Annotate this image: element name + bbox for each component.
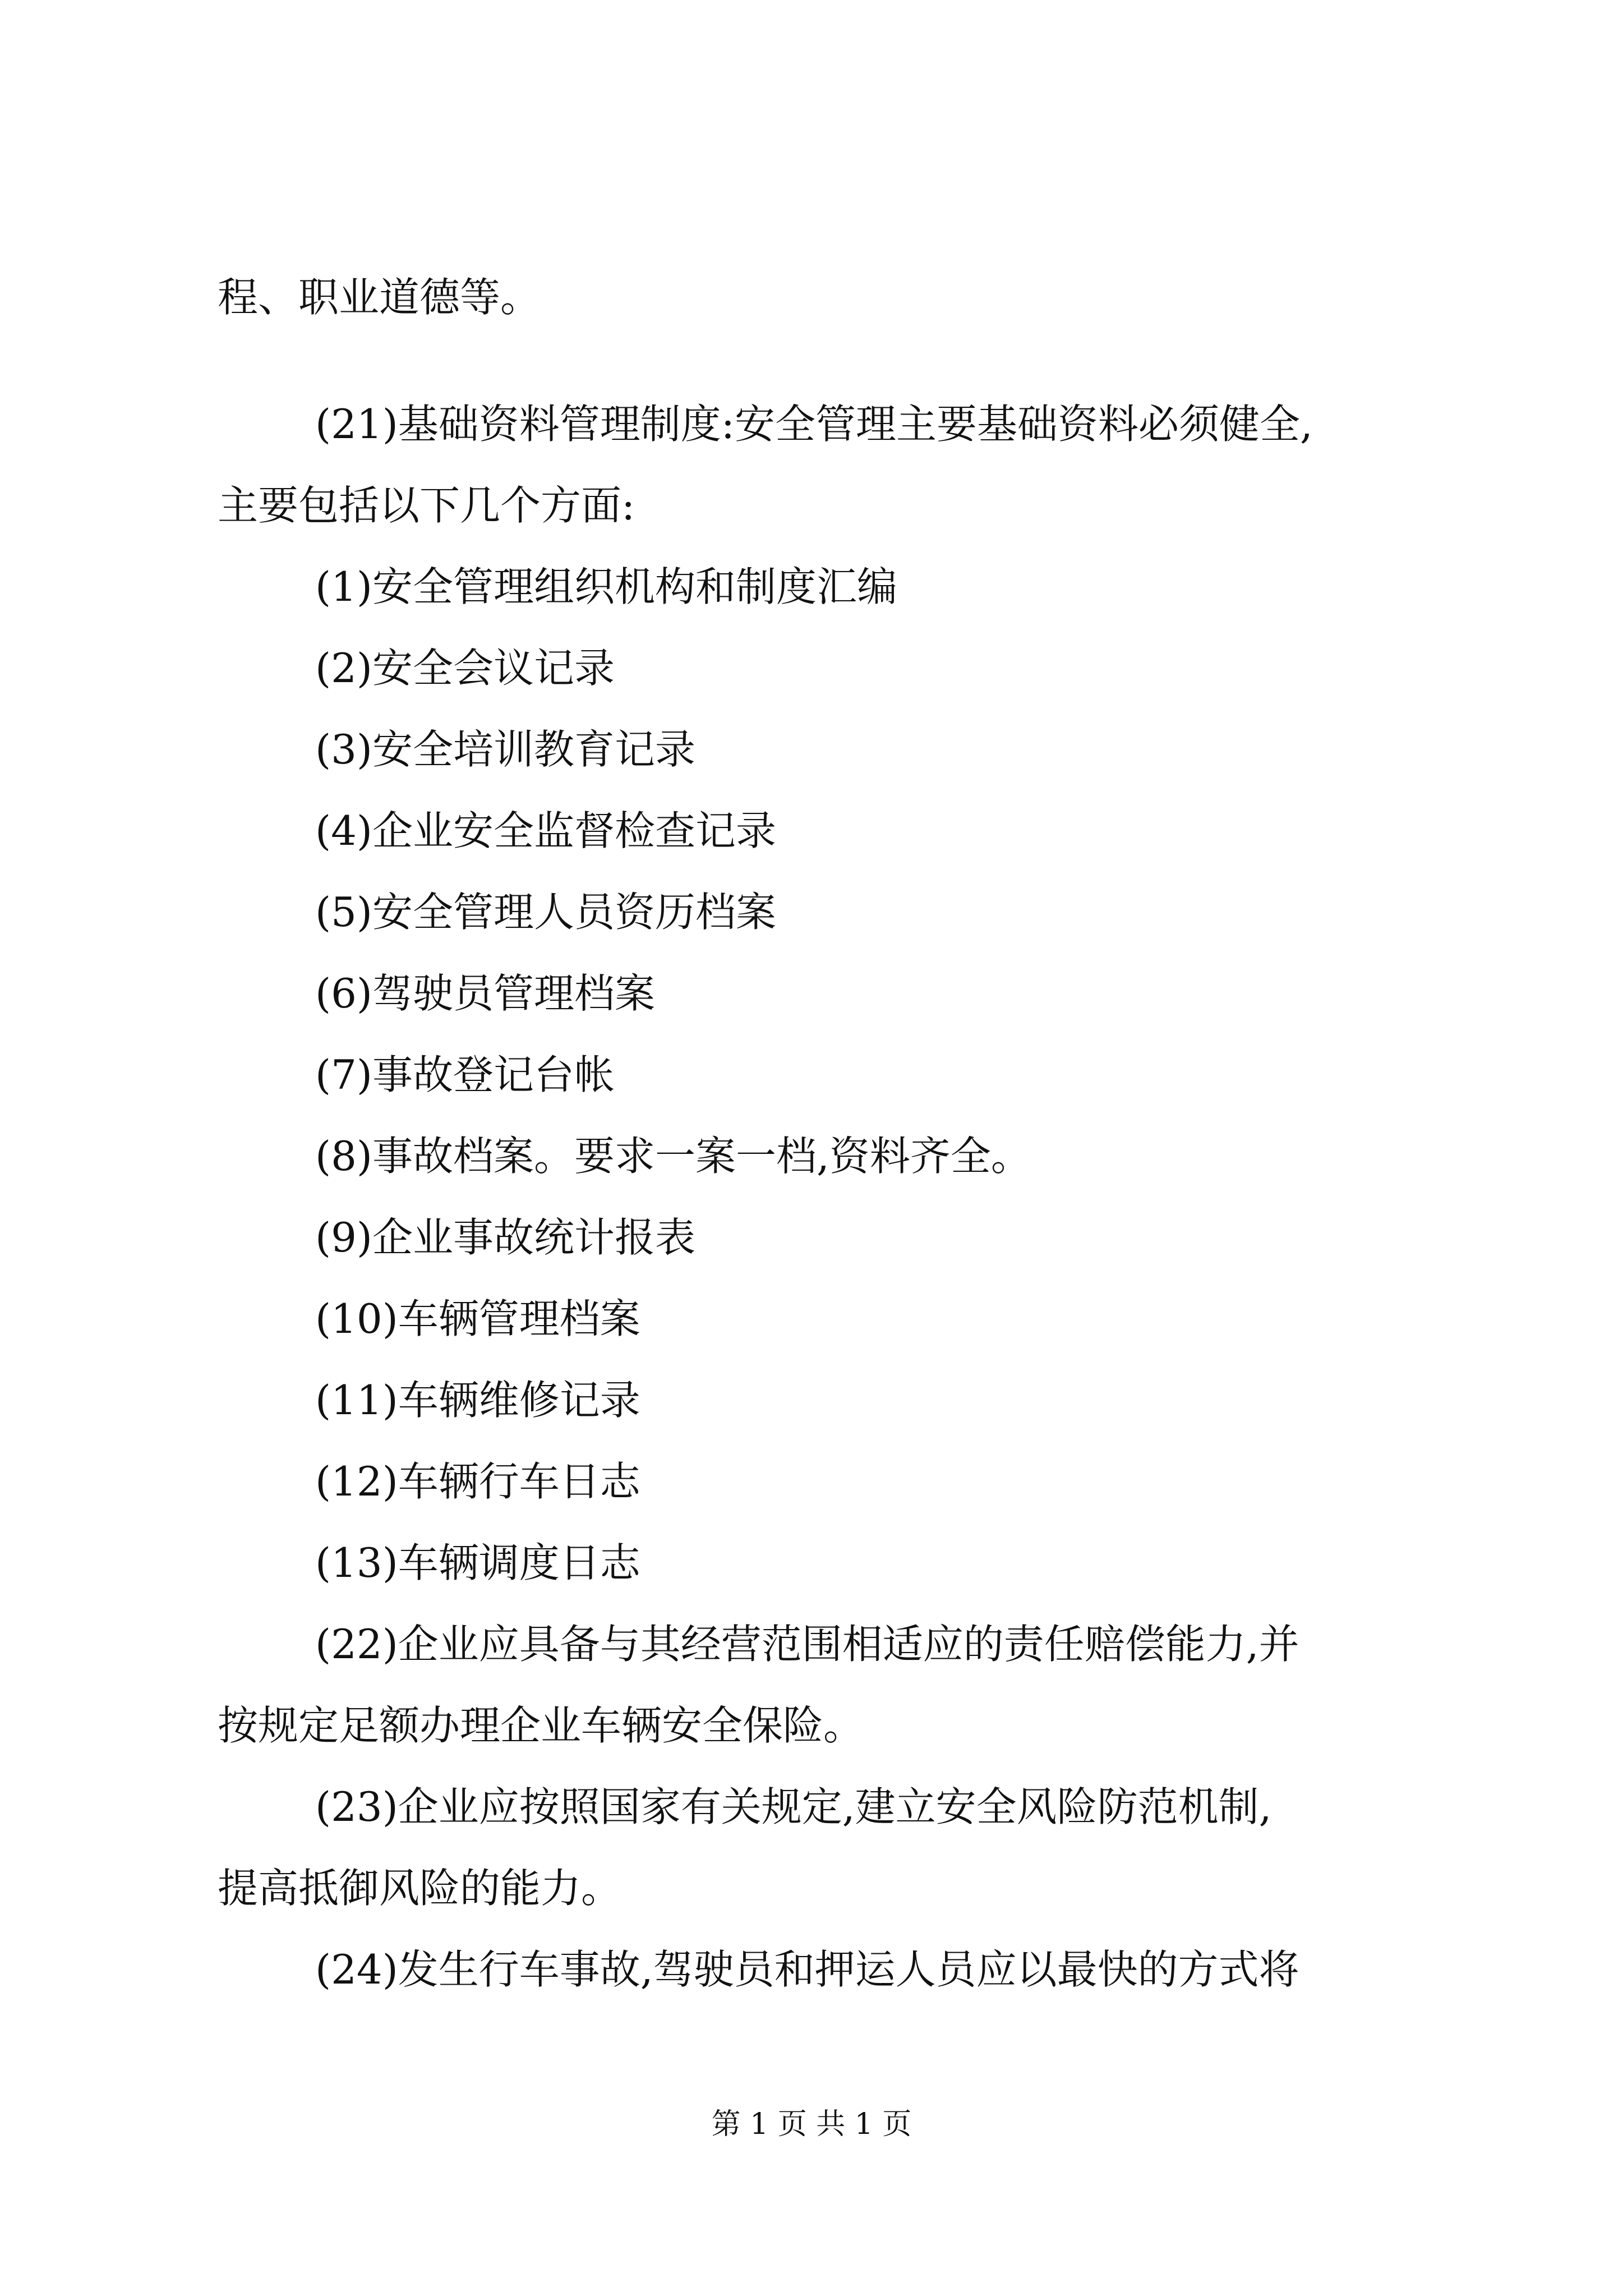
list-item: (7)事故登记台帐	[315, 1051, 615, 1098]
text-line: (24)发生行车事故,驾驶员和押运人员应以最快的方式将	[315, 1946, 1299, 1993]
list-item: (13)车辆调度日志	[315, 1539, 640, 1586]
list-item: (4)企业安全监督检查记录	[315, 807, 776, 854]
text-line: (23)企业应按照国家有关规定,建立安全风险防范机制,	[315, 1783, 1272, 1830]
text-line: (22)企业应具备与其经营范围相适应的责任赔偿能力,并	[315, 1621, 1299, 1668]
text-line: 按规定足额办理企业车辆安全保险。	[218, 1702, 864, 1749]
list-item: (1)安全管理组织机构和制度汇编	[315, 563, 897, 610]
page-footer: 第 1 页 共 1 页	[711, 2108, 912, 2141]
text-line: 主要包括以下几个方面:	[218, 482, 635, 529]
list-item: (2)安全会议记录	[315, 645, 615, 692]
list-item: (9)企业事故统计报表	[315, 1214, 695, 1261]
list-item: (8)事故档案。要求一案一档,资料齐全。	[315, 1133, 1031, 1180]
list-item: (11)车辆维修记录	[315, 1377, 640, 1424]
list-item: (5)安全管理人员资历档案	[315, 889, 776, 936]
text-line: 程、职业道德等。	[218, 274, 541, 321]
list-item: (6)驾驶员管理档案	[315, 970, 655, 1017]
list-item: (12)车辆行车日志	[315, 1458, 640, 1505]
text-line: 提高抵御风险的能力。	[218, 1865, 622, 1912]
list-item: (3)安全培训教育记录	[315, 726, 695, 773]
list-item: (10)车辆管理档案	[315, 1295, 640, 1342]
text-line: (21)基础资料管理制度:安全管理主要基础资料必须健全,	[315, 401, 1313, 448]
